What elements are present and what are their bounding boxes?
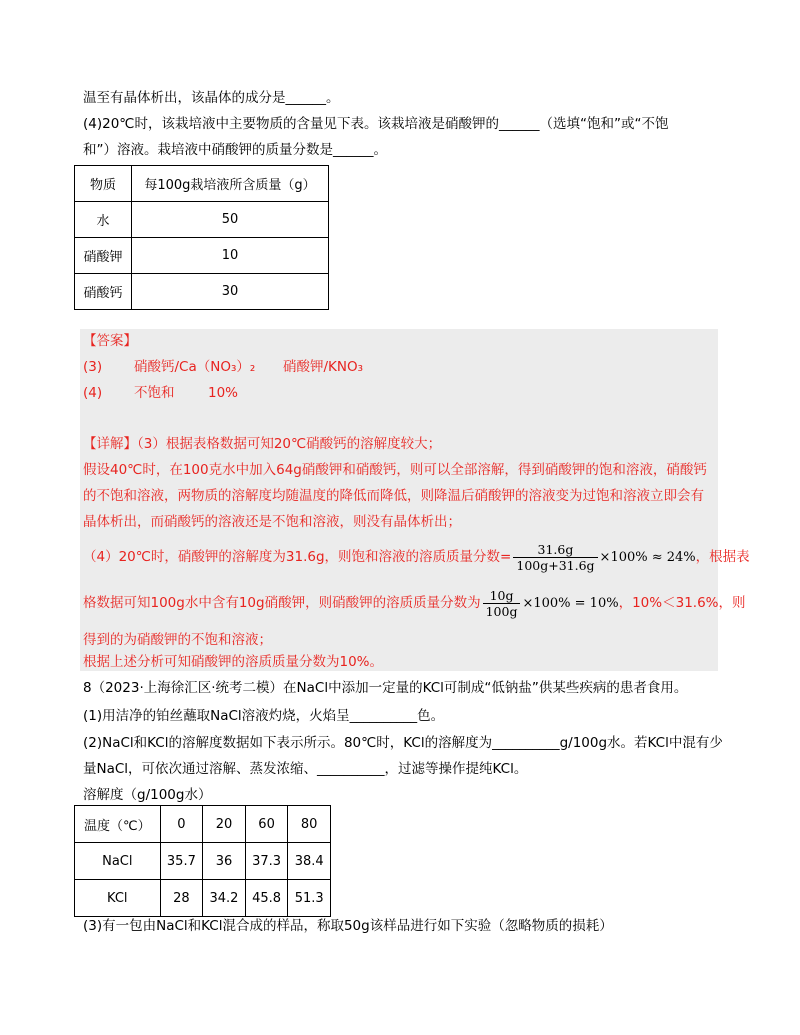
- table-cell: KCl: [75, 880, 161, 917]
- answer-3-number: (3): [83, 359, 103, 375]
- question-8-part-2: (2)NaCl和KCl的溶解度数据如下表示所示。80℃时，KCl的溶解度为__________g/100g水。若KCl中混有少: [83, 735, 723, 751]
- question-text-line: 温至有晶体析出，该晶体的成分是______。: [83, 90, 340, 106]
- formula-result: ×100% = 10%: [522, 596, 619, 611]
- question-8-part-2-cont: 量NaCl，可依次通过溶解、蒸发浓缩、__________，过滤等操作提纯KCl。: [83, 761, 528, 777]
- fraction-10-percent: [483, 588, 521, 619]
- solubility-unit-label: 溶解度（g/100g水）: [83, 787, 212, 803]
- detail-line: [83, 434, 441, 454]
- question-4-line: (4)20℃时，该栽培液中主要物质的含量见下表。该栽培液是硝酸钾的______（选填“饱和”或“不饱: [83, 116, 669, 132]
- fraction-numerator: 31.6g: [513, 542, 597, 558]
- detail-text: （3）根据表格数据可知20℃硝酸钙的溶解度较大；: [137, 436, 442, 452]
- table-cell: 51.3: [288, 880, 331, 917]
- table-cell: 30: [132, 274, 329, 310]
- table-row: [75, 238, 329, 274]
- answer-4-number: (4): [83, 385, 103, 401]
- table-cell: 50: [132, 202, 329, 238]
- formula-result: ×100% ≈ 24%: [599, 550, 696, 565]
- table-cell: 38.4: [288, 843, 331, 880]
- table-cell: NaCl: [75, 843, 161, 880]
- fraction-denominator: 100g+31.6g: [516, 557, 595, 573]
- detail-text: ，根据表: [695, 549, 750, 565]
- table-header-cell: 每100g栽培液所含质量（g）: [132, 166, 329, 202]
- table-row: [75, 880, 331, 917]
- detail-text: ，10%＜31.6%，则: [618, 595, 746, 611]
- solubility-table: [74, 805, 331, 917]
- table-row: [75, 274, 329, 310]
- table-header-cell: 20: [203, 806, 246, 843]
- detail-tag: 【详解】: [83, 436, 137, 452]
- detail-text: （4）20℃时，硝酸钾的溶解度为31.6g，则饱和溶液的溶质质量分数=: [83, 549, 512, 565]
- fraction-denominator: 100g: [485, 603, 518, 619]
- table-header-cell: 物质: [75, 166, 132, 202]
- detail-line-formula-2: [83, 586, 746, 621]
- table-cell: 37.3: [245, 843, 288, 880]
- detail-line: 晶体析出，而硝酸钙的溶液还是不饱和溶液，则没有晶体析出；: [83, 514, 461, 530]
- table-header-cell: 80: [288, 806, 331, 843]
- nutrient-solution-table: [74, 165, 329, 310]
- table-cell: 36: [203, 843, 246, 880]
- detail-line: 假设40℃时，在100克水中加入64g硝酸钾和硝酸钙，则可以全部溶解，得到硝酸钾的饱和溶液，硝酸钙: [83, 462, 707, 478]
- question-4-line-cont: 和”）溶液。栽培液中硝酸钾的质量分数是______。: [83, 142, 387, 158]
- question-8-part-1: (1)用洁净的铂丝蘸取NaCl溶液灼烧，火焰呈__________色。: [83, 708, 445, 724]
- table-cell: 10: [132, 238, 329, 274]
- question-8-part-3: (3)有一包由NaCl和KCl混合成的样品，称取50g该样品进行如下实验（忽略物质的损耗）: [83, 918, 613, 934]
- detail-line-formula-1: [83, 540, 750, 575]
- answer-4-value-1: 不饱和: [134, 385, 175, 401]
- detail-line: 的不饱和溶液，两物质的溶解度均随温度的降低而降低，则降温后硝酸钾的溶液变为过饱和溶液立即会有: [83, 488, 704, 504]
- table-header-row: [75, 806, 331, 843]
- table-cell: 34.2: [203, 880, 246, 917]
- answer-tag: 【答案】: [83, 333, 137, 349]
- table-header-cell: 60: [245, 806, 288, 843]
- table-header-cell: 0: [160, 806, 203, 843]
- table-cell: 45.8: [245, 880, 288, 917]
- table-cell: 28: [160, 880, 203, 917]
- table-cell: 35.7: [160, 843, 203, 880]
- answer-3-value-1: 硝酸钙/Ca（NO₃）₂: [134, 359, 256, 375]
- answer-4-value-2: 10%: [208, 385, 239, 401]
- fraction-numerator: 10g: [483, 588, 521, 604]
- table-cell: 水: [75, 202, 132, 238]
- answer-3-value-2: 硝酸钾/KNO₃: [283, 359, 364, 375]
- table-cell: 硝酸钾: [75, 238, 132, 274]
- fraction-24-percent: [513, 542, 597, 573]
- detail-text: 格数据可知100g水中含有10g硝酸钾，则硝酸钾的溶质质量分数为: [83, 595, 481, 611]
- detail-line: 根据上述分析可知硝酸钾的溶质质量分数为10%。: [83, 654, 384, 670]
- table-row: [75, 202, 329, 238]
- table-header-cell: 温度（℃）: [75, 806, 161, 843]
- table-row: [75, 843, 331, 880]
- table-cell: 硝酸钙: [75, 274, 132, 310]
- question-8-title: 8（2023·上海徐汇区·统考二模）在NaCl中添加一定量的KCl可制成“低钠盐”供某些疾病的患者食用。: [83, 680, 688, 696]
- detail-line: 得到的为硝酸钾的不饱和溶液；: [83, 632, 272, 648]
